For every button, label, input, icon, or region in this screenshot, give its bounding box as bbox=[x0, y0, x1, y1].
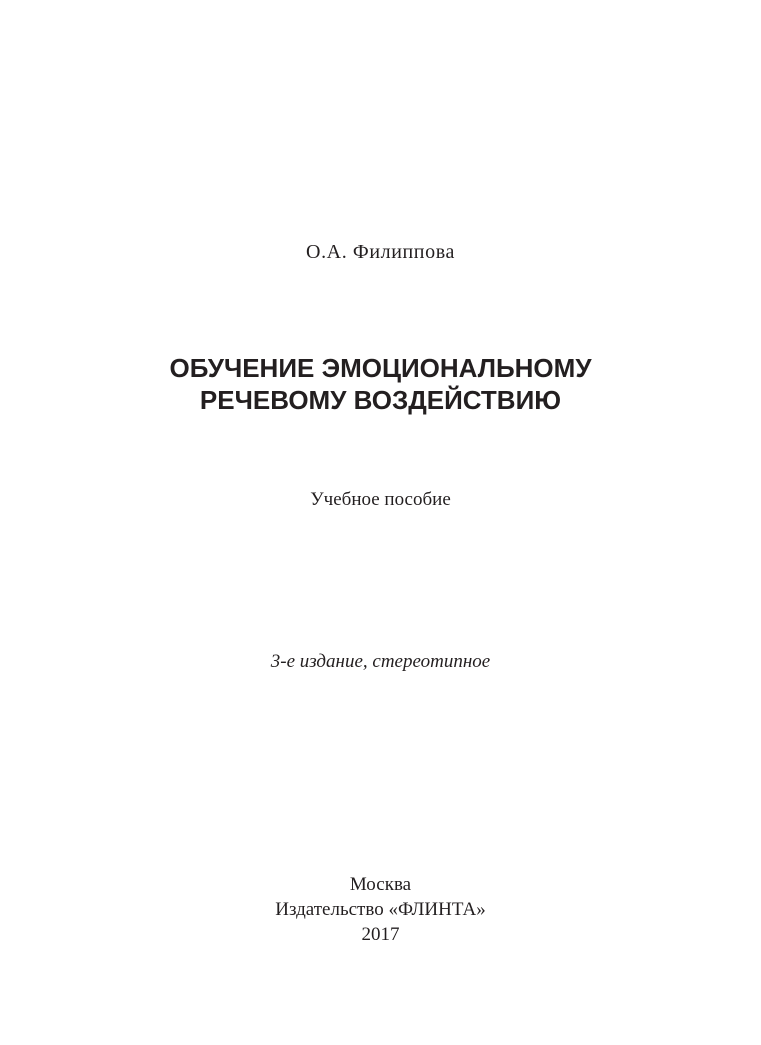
author-name: О.А. Филиппова bbox=[306, 241, 455, 263]
imprint-city: Москва bbox=[349, 874, 412, 895]
book-subtitle: Учебное пособие bbox=[310, 489, 451, 510]
edition-note: 3-е издание, стереотипное bbox=[270, 651, 491, 672]
imprint bbox=[0, 872, 761, 947]
imprint-year: 2017 bbox=[361, 924, 400, 945]
book-title-line-1: ОБУЧЕНИЕ ЭМОЦИОНАЛЬНОМУ bbox=[169, 353, 592, 383]
imprint-publisher: Издательство «ФЛИНТА» bbox=[275, 899, 486, 920]
book-title-line-2: РЕЧЕВОМУ ВОЗДЕЙСТВИЮ bbox=[199, 385, 562, 415]
book-title bbox=[0, 352, 761, 416]
